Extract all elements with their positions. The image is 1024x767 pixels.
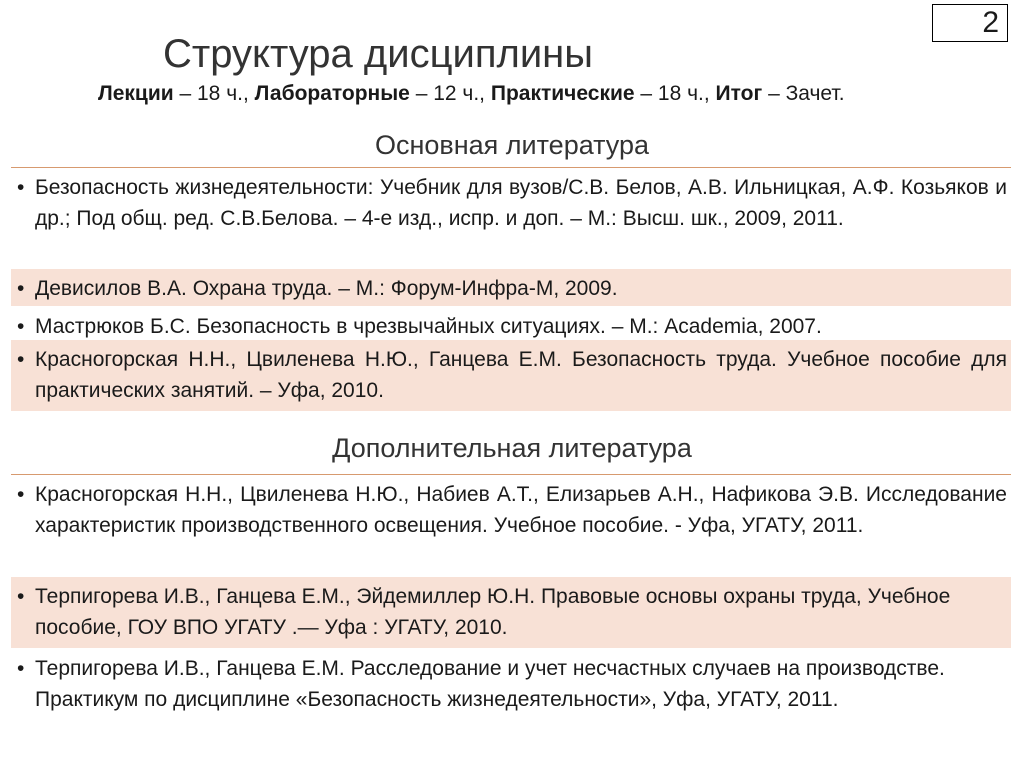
summary-label-total: Итог [715,82,763,105]
page-number: 2 [932,4,1008,42]
list-item-text: Терпигорева И.В., Ганцева Е.М., Эйдемиллер Ю.Н. Правовые основы охраны труда, Учебное пособие, ГОУ ВПО УГАТУ .— Уфа : УГАТУ, 2010. [35,585,951,639]
bullet-icon: • [17,657,25,680]
discipline-summary [98,82,845,106]
list-item [11,269,1011,307]
list-item [11,340,1011,412]
summary-value-total: – Зачет. [762,82,845,105]
list-item-text: Красногорская Н.Н., Цвиленева Н.Ю., Ганцева Е.М. Безопасность труда. Учебное пособие для практических занятий. – Уфа, 2010. [35,348,1007,402]
summary-value-lectures: – 18 ч., [173,82,255,105]
summary-label-labs: Лабораторные [254,82,410,105]
list-item [11,577,1011,649]
page-title: Структура дисциплины [163,32,593,76]
additional-literature-list [11,474,1011,749]
bullet-icon: • [17,483,25,506]
bullet-icon: • [17,348,25,371]
summary-label-practice: Практические [490,82,635,105]
list-item-text: Терпигорева И.В., Ганцева Е.М. Расследование и учет несчастных случаев на производстве. Практикум по дисциплине «Безопасность жизнедеятельности», Уфа, УГАТУ, 2011. [35,657,945,711]
list-item-text: Мастрюков Б.С. Безопасность в чрезвычайных ситуациях. – М.: Academia, 2007. [35,315,822,338]
list-item-text: Безопасность жизнедеятельности: Учебник для вузов/С.В. Белов, А.В. Ильницкая, А.Ф. Козьяков и др.; Под общ. ред. С.В.Белова. – 4-е изд., испр. и доп. – М.: Высш. шк., 2009, 2011. [35,176,1007,230]
main-literature-heading: Основная литература [374,130,650,160]
bullet-icon: • [17,585,25,608]
summary-value-practice: – 18 ч., [634,82,716,105]
summary-value-labs: – 12 ч., [409,82,491,105]
list-item [11,307,1011,340]
additional-literature-heading: Дополнительная литература [332,433,692,463]
list-item-text: Красногорская Н.Н., Цвиленева Н.Ю., Набиев А.Т., Елизарьев А.Н., Нафикова Э.В. Исследование характеристик производственного освещения. Учебное пособие. - Уфа, УГАТУ, 2011. [35,483,1007,537]
bullet-icon: • [17,176,25,199]
list-item [11,168,1011,269]
list-item [11,649,1011,749]
main-literature-list [11,167,1011,412]
summary-label-lectures: Лекции [98,82,174,105]
list-item [11,475,1011,577]
bullet-icon: • [17,315,25,338]
bullet-icon: • [17,277,25,300]
list-item-text: Девисилов В.А. Охрана труда. – М.: Форум-Инфра-М, 2009. [35,277,618,300]
